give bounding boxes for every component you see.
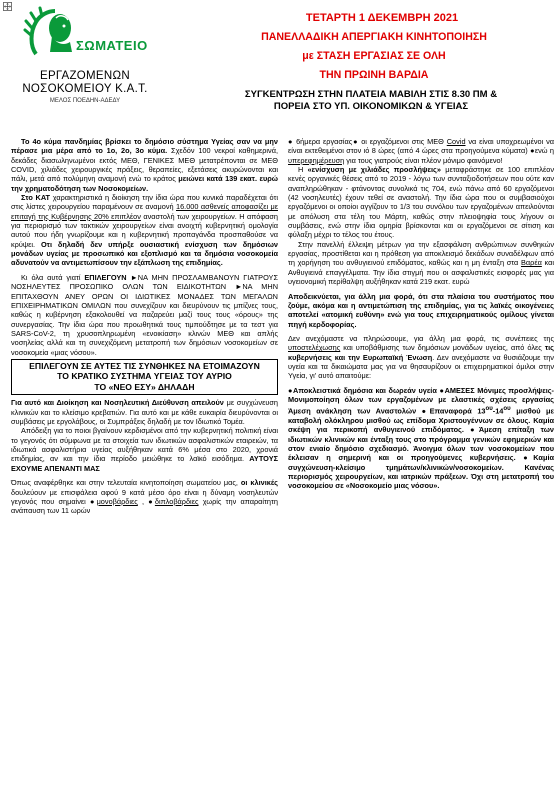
text-run: υποστελέχωσης: [288, 343, 341, 353]
text-run: ►ΝΑ ΜΗΝ ΠΡΟΣΛΑΜΒΑΝΟΥΝ ΓΙΑΤΡΟΥΣ ΝΟΣΗΛΕΥΤΕΣ ΠΡΟΣΩΠΙΚΟ ΟΛΩΝ ΤΩΝ ΕΙΔΙΚΟΤΗΤΩΝ ►ΝΑ ΜΗΝ ΕΠΙΤΑΧΘΟΥΝ ΑΝΕΥ ΟΡΩΝ ΟΙ ΙΔΙΩΤΙΚΕΣ ΜΟΝΑΔΕΣ ΤΩΝ ΜΕΓΑΛΩΝ ΕΠΙΧΕΙΡΗΜΑΤΙΚΩΝ ΟΜΙΛΩΝ που συνεχίζουν και διευρύνουν τις μπίζνες τους, καθώς η κυβέρνηση εξακολουθεί να παζαρεύει μαζί τους τους «όρους» της συνεργασίας. Την ίδια ώρα που προωθητικά τους τιμπούδτησε με τα τεστ για SARS-CoV-2, τη χρυσοπληρωμένη «ενοικίαση» κλινών ΜΕΘ και απλής νοσηλείας αλλά και τη συνεχιζόμενη μετατροπή των δημόσιων νοσοκομείων σε νοσοκομεία «μιας νόσου».: [11, 272, 278, 357]
paragraph-refusal: [288, 334, 554, 381]
text-run: ΕΠΙΛΕΓΟΥΝ: [84, 272, 127, 282]
text-run: . Δεν ανεχόμαστε να θυσιάζουμε την υγεία και τα δικαιώματα μας για να θησαυρίζουν οι επιχειρηματικοί όμιλοι στην Υγεία, γι' αυτό απαιτούμε:: [288, 352, 554, 381]
text-run: Σχεδόν 100 νεκροί καθημερινά, δεκάδες διασωληνωμένοι εκτός ΜΕΘ, ΓΕΝΙΚΕΣ ΜΕΘ μετατρέπονται σε ΜΕΘ COVID, χιλιάδες χειρουργικές πράξεις, θεραπείες, εξετάσεις ακυρώνονται και πάλι, μετά από πολύμηνη αναμονή ενώ το κράτος: [11, 146, 278, 184]
text-run: υπερεφημέρευση: [288, 155, 345, 165]
text-run: Βαρέα: [521, 258, 542, 268]
text-run: χωρίς την απαραίτητη ανάπαυση των 11 ωρών: [11, 496, 278, 516]
text-run: , ●: [137, 496, 155, 506]
text-run: Απόδειξη για το ποιοι βγαίνουν κερδισμένοι από την κυβερνητική πολιτική είναι το γεγονός ότι σύμφωνα με τα στοιχεία των ιδιωτικών ασφαλιστικών εταιρειών, τα ιδιωτικά ασφαλιστήρια υγείας αυξήθηκαν κατά 6% μέσα στο 2020, χρονιά επιδημίας, αν και την ίδια περίοδο μειώθηκε το λαϊκό εισόδημα.: [11, 426, 278, 464]
paragraph-conditions: [288, 137, 554, 165]
paragraph-hiring: [288, 165, 554, 240]
text-run: μεταφράστηκε σε 100 επιπλέον κενές οργανικές θέσεις από το 2019 - λόγω των συνταξιοδοτήσεων που ούτε καν αναπληρώθηκαν - φτάνοντας συνολικά τις 704, ενώ πάνω από 60 εργαζόμενοι (42 νοσηλευτές) έχουν τεθεί σε αναστολή. Την ίδια ώρα που οι συμβασιούχοι εργαζόμενοι οι οποίοι αγγίζουν το 1/3 του συνόλου των εργαζομένων απειλούνται με απόλυση στα τέλη του Μάρτη, καθώς στην πλειοψηφία τους λήγουν οι συμβάσεις, ενώ στην ίδια ομηρία βρίσκονται και οι εργαζόμενοι σε σίτιση και φύλαξη μέχρι το τέλος του έτους.: [288, 165, 555, 240]
text-run: 16.000 ασθενείς αποφασίζει με επιταγή της Κυβέρνησης 20% επιπλέον: [11, 202, 278, 221]
union-subtitle: [10, 70, 160, 96]
text-run: μειώνει κατά 139 εκατ. ευρώ την χρηματοδότηση των Νοσοκομείων.: [11, 174, 279, 193]
text-run: Άμεση ανάκληση των Αναστολών ●Επαναφορά 13: [288, 406, 486, 416]
text-run: τις κυβερνήσεις και την Ευρωπαϊκή Ένωση: [288, 343, 554, 362]
paragraph-proof: Αποδεικνύεται, για άλλη μια φορά, ότι στα πλαίσια του συστήματος που ζούμε, ακόμα και η αντιμετώπιση της επιδημίας, για τις λαϊκές οικογένειες αποτελεί «ατομική ευθύνη» ενώ για τους επιχειρηματικούς ομίλους γίνεται πηγή κερδοφορίας.: [288, 291, 554, 329]
rally-info: [185, 89, 557, 112]
union-title: ΣΩΜΑΤΕΙΟ: [76, 38, 148, 53]
text-run: μισθού με καταβολή ολόκληρου μισθού ως επίδομα Χριστουγέννων σε όλους. Καμία σκέψη για περικοπή ανθυγιεινού επιδόματος. ●Άμεση επίταξη των ιδιωτικών κλινικών και ένταξη τους στο πρόγραμμα γενικών εφημεριών και στον ενιαίο δημόσιο σχεδιασμό. Άνοιγμα όλων των νοσοκομείων που έκλεισαν η σημερινή και οι προηγούμενες κυβερνήσεις. ●Καμία συγχώνευση-κλείσιμο τμημάτων/κλινικών/νοσοκομείων. Κανένας περιορισμός χειρουργείων, και ιατρικών πράξεων. Όχι στη μετατροπή του νοσοκομείου σε «Νοσοκομείο μιας νόσου».: [288, 406, 554, 491]
text-run: ΑΥΤΟΥΣ ΕΧΟΥΜΕ ΑΠΕΝΑΝΤΙ ΜΑΣ: [11, 454, 278, 473]
superscript: ου: [485, 405, 493, 413]
text-run: ●Αποκλειστικά δημόσια και δωρεάν υγεία ●ΑΜΕΣΕΣ Μόνιμες προσλήψεις-Μονιμοποίηση όλων των εργαζομένων με ελαστικές σχέσεις εργασίας: [288, 385, 554, 404]
text-run: Στην πανελλή έλλειψη μέτρων για την εξασφάλιση ανθρώπινων συνθηκών εργασίας, προστίθεται και η πρόθεση για αποκλεισμό δεκάδων συναδέλφων από τη χορήγηση του ανθυγιεινού επιδόματος, καθώς και η μη ένταξη στα: [288, 239, 554, 268]
paragraph-intro: [11, 137, 278, 193]
right-column: [288, 137, 554, 491]
paragraph-insurance: [11, 426, 278, 473]
text-run: -14: [492, 406, 504, 416]
strike-heading-line3: ΤΗΝ ΠΡΩΙΝΗ ΒΑΡΔΙΑ: [319, 69, 429, 81]
paragraph-clinics: [11, 478, 278, 515]
text-run: Δεν ανεχόμαστε να πληρώσουμε, για άλλη μια φορά, τις συνέπειες της: [288, 333, 554, 343]
text-run: με συγχώνευση κλινικών και το κλείσιμο κρεβατιών. Για αυτό και με κάθε ευκαιρία διευρύνονται οι συμβάσεις με εργολάβους, οι Συμπράξεις δηλαδή με τον Ιδιωτικό Τομέα.: [11, 398, 278, 427]
text-run: και Ανθυγιεινά επαγγέλματα. Την ίδια στιγμή που οι ασφαλιστικές εισφορές μας για υγειονομική περίθαλψη αυξήθηκαν κατά 219 εκατ. ευρώ: [288, 258, 555, 287]
text-run: Οτι δηλαδή δεν υπήρξε ουσιαστική ενίσχυση των δημόσιων μονάδων υγείας με προσωπικό και εξοπλισμό και τα δημόσια νοσοκομεία αδυνατούν να αντιμετωπίσουν την εξάπλωση της επιδημίας.: [11, 239, 278, 268]
text-run: για τους γιατρούς είναι πλέον μόνιμο φαινόμενο!: [344, 155, 503, 165]
text-run: χαρακτηριστικά η διοίκηση την ίδια ώρα που κυνικά παραδέχεται ότι στις λίστες χειρουργείου παραμένουν σε αναμονή: [11, 193, 278, 212]
text-run: «ενίσχυση με χιλιάδες προσλήψεις»: [307, 165, 441, 175]
text-run: μονοβάρδιες: [96, 496, 138, 506]
superscript: ου: [503, 405, 511, 413]
move-handle-icon[interactable]: [3, 2, 12, 11]
paragraph-choices: [11, 273, 278, 357]
strike-heading-line1: ΠΑΝΕΛΛΑΔΙΚΗ ΑΠΕΡΓΙΑΚΗ ΚΙΝΗΤΟΠΟΙΗΣΗ: [261, 31, 487, 43]
text-run: Όπως αναφέρθηκε και στην τελευταία κινητοποίηση σωματείου μας,: [11, 478, 241, 488]
callout-line1: ΕΠΙΛΕΓΟΥΝ ΣΕ ΑΥΤΕΣ ΤΙΣ ΣΥΝΘΗΚΕΣ ΝΑ ΕΤΟΙΜΑΖΟΥΝ: [29, 360, 260, 371]
text-run: οι κλινικές: [240, 478, 278, 488]
text-run: Το 4ο κύμα πανδημίας βρίσκει το δημόσιο σύστημα Υγείας σαν να μην πέρασε μια μέρα από το 1ο, 2ο, 3ο κύμα.: [11, 137, 278, 156]
paragraph-kat: [11, 193, 278, 268]
paragraph-administration: [11, 398, 278, 426]
callout-line3: ΤΟ «ΝΕΟ ΕΣΥ» ΔΗΛΑΔΗ: [94, 381, 195, 392]
callout-line2: ΤΟ ΚΡΑΤΙΚΟ ΣΥΣΤΗΜΑ ΥΓΕΙΑΣ ΤΟΥ ΑΥΡΙΟ: [57, 371, 232, 382]
text-run: να είναι υποχρεωμένοι να είναι εκτεθειμένοι στον ιό 8 ώρες (από 4 ώρες στα προηγούμενα κύματα) ●ενώ η: [288, 137, 554, 156]
member-of-note: ΜΕΛΟΣ ΠΟΕΔΗΝ-ΑΔΕΔΥ: [49, 98, 121, 104]
text-run: Στο ΚΑΤ: [21, 193, 51, 203]
union-subtitle-line1: ΕΡΓΑΖΟΜΕΝΩΝ: [39, 70, 131, 82]
text-run: διπλοβάρδιες: [154, 496, 199, 506]
paragraph-demands: [288, 386, 554, 491]
text-run: Covid: [446, 137, 466, 146]
strike-heading-line2: με ΣΤΑΣΗ ΕΡΓΑΣΙΑΣ ΣΕ ΟΛΗ: [302, 50, 446, 62]
text-run: Κι όλα αυτά γιατί: [21, 272, 85, 282]
text-run: ● 6ήμερα εργασίας● οι εργαζόμενοι στις ΜΕΘ: [288, 137, 447, 146]
text-run: Για αυτό και Διοίκηση και Νοσηλευτική Διεύθυνση απειλούν: [11, 398, 224, 408]
boxed-callout: [11, 359, 278, 396]
date-heading: ΤΕΤΑΡΤΗ 1 ΔΕΚΕΜΒΡΗ 2021: [305, 12, 459, 24]
paragraph-allowance: [288, 240, 554, 287]
text-run: Η: [298, 165, 308, 175]
text-run: αναστολή των χειρουργείων. Η απόφαση για περιορισμό των τακτικών χειρουργείων είναι ανοιχτή κυβερνητική ομολογία αυτού που ήδη γνωρίζουμε και η κυβερνητική προπαγάνδα προσπαθούσε να κρύψει.: [11, 211, 278, 249]
rally-line2: ΠΟΡΕΙΑ ΣΤΟ ΥΠ. ΟΙΚΟΝΟΜΙΚΩΝ & ΥΓΕΙΑΣ: [273, 100, 469, 112]
union-subtitle-line2: ΝΟΣΟΚΟΜΕΙΟΥ Κ.Α.Τ.: [22, 83, 148, 95]
text-run: δουλεύουν με επισφάλεια αφού 9 κατά μέσο όρο είναι η δύναμη νοσηλευτών γεγονός που σημαίνει ●: [11, 487, 278, 506]
left-column: [11, 137, 278, 516]
rally-line1: ΣΥΓΚΕΝΤΡΩΣΗ ΣΤΗΝ ΠΛΑΤΕΙΑ ΜΑΒΙΛΗ ΣΤΙΣ 8.30 ΠΜ &: [244, 89, 498, 100]
text-run: και υποβάθμισης των δημόσιων μονάδων υγείας, από όλες: [340, 343, 545, 353]
